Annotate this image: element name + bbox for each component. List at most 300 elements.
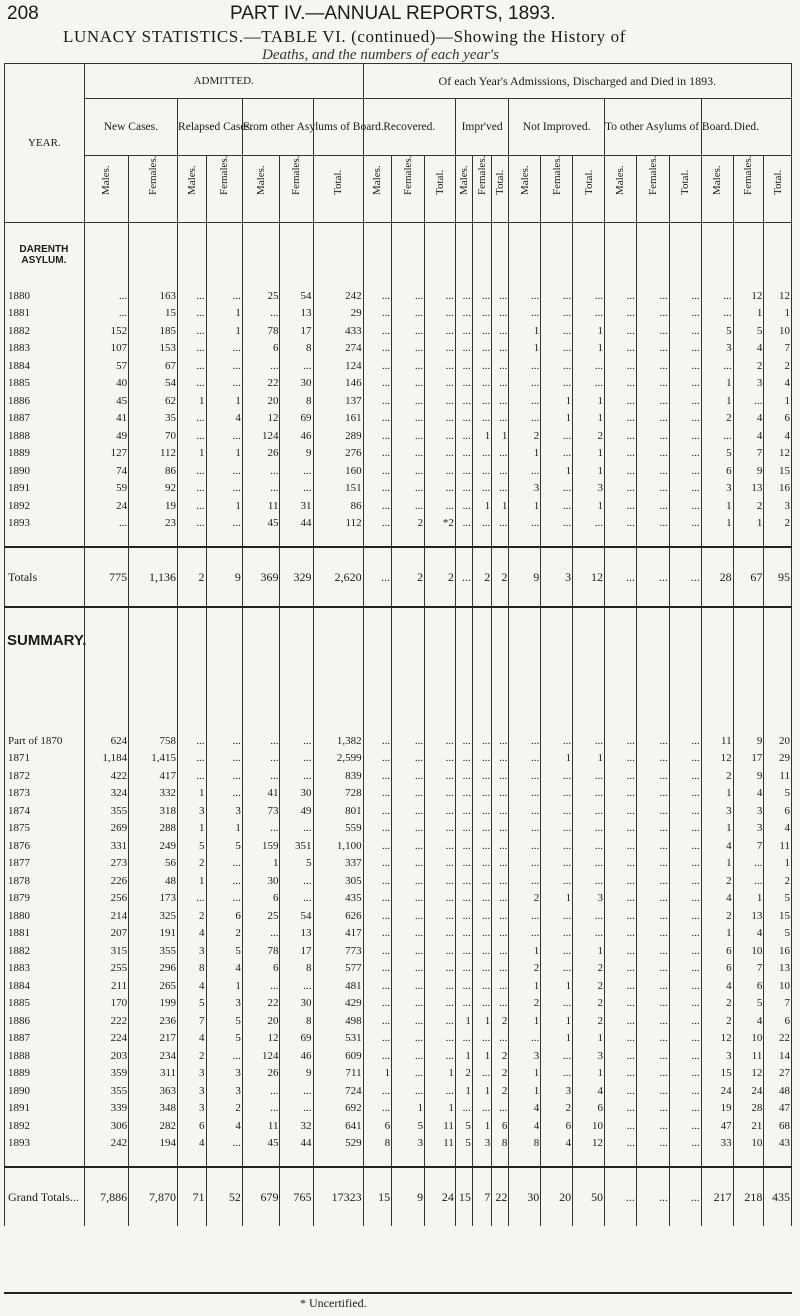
row-year: 1885 xyxy=(5,375,85,393)
table-cell: ... xyxy=(425,322,456,340)
table-cell: ... xyxy=(604,1135,636,1153)
table-row xyxy=(5,732,792,750)
table-cell: ... xyxy=(636,357,669,375)
table-cell: 4 xyxy=(206,410,242,428)
table-cell: 49 xyxy=(84,427,128,445)
table-cell: 1 xyxy=(764,855,792,873)
table-cell: ... xyxy=(472,767,491,785)
table-cell: 1 xyxy=(573,392,605,410)
table-cell: 41 xyxy=(242,785,280,803)
table-cell: 170 xyxy=(84,995,128,1013)
table-cell: 422 xyxy=(84,767,128,785)
table-cell: ... xyxy=(541,732,573,750)
table-cell: ... xyxy=(472,357,491,375)
table-cell: ... xyxy=(604,732,636,750)
table-cell: ... xyxy=(636,855,669,873)
table-cell: 107 xyxy=(84,340,128,358)
table-cell: ... xyxy=(636,427,669,445)
totals-cell: 9 xyxy=(509,547,541,607)
totals-cell: 7,870 xyxy=(129,1167,178,1226)
table-cell: ... xyxy=(472,820,491,838)
table-cell: ... xyxy=(492,480,509,498)
totals-cell: ... xyxy=(669,547,701,607)
table-cell: ... xyxy=(604,837,636,855)
table-cell: 17 xyxy=(733,750,764,768)
table-cell: ... xyxy=(425,445,456,463)
table-cell: ... xyxy=(492,392,509,410)
table-cell: ... xyxy=(472,995,491,1013)
row-year: 1880 xyxy=(5,287,85,305)
table-cell: ... xyxy=(363,732,391,750)
table-cell: 8 xyxy=(509,1135,541,1153)
table-cell: ... xyxy=(669,890,701,908)
table-cell: ... xyxy=(392,375,425,393)
table-cell: ... xyxy=(178,410,206,428)
table-cell: 1 xyxy=(472,1047,491,1065)
table-cell: ... xyxy=(636,410,669,428)
table-cell: ... xyxy=(669,1100,701,1118)
table-cell: 1 xyxy=(573,1065,605,1083)
table-cell: 348 xyxy=(129,1100,178,1118)
table-cell: ... xyxy=(280,977,313,995)
table-cell: 48 xyxy=(764,1082,792,1100)
to-other-header: To other Asylums of Board. xyxy=(604,99,701,156)
table-cell: ... xyxy=(492,340,509,358)
table-cell: ... xyxy=(392,340,425,358)
table-cell: ... xyxy=(669,942,701,960)
table-cell: 11 xyxy=(242,1117,280,1135)
row-year: 1878 xyxy=(5,872,85,890)
table-cell: ... xyxy=(472,977,491,995)
table-row xyxy=(5,785,792,803)
table-cell: 17 xyxy=(280,942,313,960)
table-cell: ... xyxy=(392,462,425,480)
table-cell: ... xyxy=(280,872,313,890)
table-cell: 3 xyxy=(733,820,764,838)
table-cell: 211 xyxy=(84,977,128,995)
row-year: 1876 xyxy=(5,837,85,855)
table-cell: ... xyxy=(206,1047,242,1065)
table-cell: 6 xyxy=(573,1100,605,1118)
table-cell: ... xyxy=(363,427,391,445)
table-cell: ... xyxy=(541,942,573,960)
table-cell: 13 xyxy=(764,960,792,978)
table-cell: ... xyxy=(472,750,491,768)
table-cell: 17 xyxy=(280,322,313,340)
table-cell: 10 xyxy=(733,1135,764,1153)
table-cell: ... xyxy=(206,287,242,305)
table-cell: 7 xyxy=(178,1012,206,1030)
table-cell: ... xyxy=(604,410,636,428)
table-cell: ... xyxy=(541,837,573,855)
table-cell: 2 xyxy=(178,907,206,925)
row-year: 1891 xyxy=(5,1100,85,1118)
table-cell: ... xyxy=(509,925,541,943)
table-cell: 3 xyxy=(178,942,206,960)
table-cell: ... xyxy=(455,855,472,873)
table-cell: ... xyxy=(392,785,425,803)
table-cell: ... xyxy=(392,287,425,305)
table-cell: ... xyxy=(363,305,391,323)
table-cell: 12 xyxy=(701,750,733,768)
table-cell: 21 xyxy=(733,1117,764,1135)
table-cell: 2,599 xyxy=(313,750,363,768)
table-cell: 6 xyxy=(701,942,733,960)
table-cell: ... xyxy=(472,837,491,855)
table-cell: 28 xyxy=(733,1100,764,1118)
table-cell: ... xyxy=(455,410,472,428)
table-cell: ... xyxy=(669,960,701,978)
table-cell: 22 xyxy=(242,375,280,393)
table-cell: 19 xyxy=(129,497,178,515)
table-cell: ... xyxy=(455,977,472,995)
table-cell: ... xyxy=(280,1100,313,1118)
table-cell: ... xyxy=(363,462,391,480)
table-cell: ... xyxy=(636,445,669,463)
table-cell: ... xyxy=(363,750,391,768)
totals-cell: ... xyxy=(363,547,391,607)
total-subheader: Total. xyxy=(669,156,701,223)
table-row xyxy=(5,322,792,340)
totals-cell: 2 xyxy=(425,547,456,607)
table-cell: 417 xyxy=(129,767,178,785)
from-other-header: From other Asylums of Board. xyxy=(242,99,313,156)
table-cell: ... xyxy=(363,497,391,515)
table-cell: ... xyxy=(455,872,472,890)
totals-cell: 24 xyxy=(425,1167,456,1226)
table-cell: 1 xyxy=(764,305,792,323)
table-cell: ... xyxy=(509,1030,541,1048)
table-cell: ... xyxy=(455,732,472,750)
table-cell: 1 xyxy=(425,1100,456,1118)
total-subheader: Total. xyxy=(313,156,363,223)
table-cell: ... xyxy=(604,305,636,323)
table-cell: ... xyxy=(492,785,509,803)
row-year: 1893 xyxy=(5,1135,85,1153)
table-cell: ... xyxy=(392,820,425,838)
table-cell: ... xyxy=(392,750,425,768)
table-cell: 1 xyxy=(541,462,573,480)
table-cell: ... xyxy=(492,1100,509,1118)
table-row xyxy=(5,340,792,358)
table-cell: 724 xyxy=(313,1082,363,1100)
totals-cell: 2 xyxy=(178,547,206,607)
table-cell: 1 xyxy=(573,497,605,515)
table-cell: 5 xyxy=(206,942,242,960)
table-cell: 46 xyxy=(280,1047,313,1065)
table-cell: 1,415 xyxy=(129,750,178,768)
table-cell: 22 xyxy=(764,1030,792,1048)
table-cell: 609 xyxy=(313,1047,363,1065)
table-row xyxy=(5,1065,792,1083)
table-cell: ... xyxy=(604,1030,636,1048)
table-cell: 124 xyxy=(313,357,363,375)
table-row xyxy=(5,820,792,838)
table-cell: 273 xyxy=(84,855,128,873)
totals-cell: 20 xyxy=(541,1167,573,1226)
table-cell: ... xyxy=(425,392,456,410)
table-cell: 2 xyxy=(492,1082,509,1100)
table-cell: ... xyxy=(363,287,391,305)
table-cell: ... xyxy=(363,340,391,358)
row-year: 1884 xyxy=(5,977,85,995)
discharged-died-header: Of each Year's Admissions, Discharged and Died in 1893. xyxy=(363,64,791,99)
table-cell: 1 xyxy=(425,1065,456,1083)
table-cell: ... xyxy=(733,872,764,890)
table-cell: ... xyxy=(425,340,456,358)
table-cell: 10 xyxy=(573,1117,605,1135)
table-cell: ... xyxy=(425,1012,456,1030)
row-year: 1883 xyxy=(5,960,85,978)
table-cell: ... xyxy=(604,960,636,978)
table-cell: 3 xyxy=(701,1047,733,1065)
table-cell: ... xyxy=(604,340,636,358)
table-cell: ... xyxy=(242,750,280,768)
table-cell: ... xyxy=(573,375,605,393)
table-cell: ... xyxy=(604,767,636,785)
table-cell: 92 xyxy=(129,480,178,498)
table-cell: 70 xyxy=(129,427,178,445)
table-cell: 5 xyxy=(733,322,764,340)
table-cell: ... xyxy=(492,820,509,838)
table-cell: 2 xyxy=(509,890,541,908)
table-cell: 3 xyxy=(701,340,733,358)
table-cell: 54 xyxy=(280,907,313,925)
females-subheader: Females. xyxy=(636,156,669,223)
table-cell: 45 xyxy=(242,515,280,533)
table-cell: ... xyxy=(604,802,636,820)
row-year: Part of 1870 xyxy=(5,732,85,750)
row-year: 1887 xyxy=(5,410,85,428)
table-cell: ... xyxy=(242,1082,280,1100)
table-cell: ... xyxy=(541,907,573,925)
table-cell: ... xyxy=(363,1012,391,1030)
table-cell: ... xyxy=(242,1100,280,1118)
table-cell: 337 xyxy=(313,855,363,873)
table-cell: ... xyxy=(472,515,491,533)
table-cell: ... xyxy=(472,1030,491,1048)
table-cell: 8 xyxy=(280,1012,313,1030)
table-cell: 1 xyxy=(573,445,605,463)
running-title: PART IV.—ANNUAL REPORTS, 1893. xyxy=(230,3,556,24)
table-cell: 25 xyxy=(242,287,280,305)
row-year: 1882 xyxy=(5,942,85,960)
table-cell: ... xyxy=(280,480,313,498)
table-cell: ... xyxy=(206,872,242,890)
totals-cell: 679 xyxy=(242,1167,280,1226)
row-year: 1892 xyxy=(5,497,85,515)
table-cell: ... xyxy=(636,872,669,890)
table-cell: 6 xyxy=(492,1117,509,1135)
table-cell: ... xyxy=(206,375,242,393)
table-cell: 3 xyxy=(541,1082,573,1100)
table-cell: 1 xyxy=(455,1047,472,1065)
section-title: SUMMARY. xyxy=(5,607,85,672)
table-cell: 6 xyxy=(242,340,280,358)
table-cell: ... xyxy=(733,855,764,873)
table-cell: ... xyxy=(392,1012,425,1030)
table-cell: ... xyxy=(363,837,391,855)
table-cell: ... xyxy=(392,357,425,375)
table-cell: 1 xyxy=(455,1082,472,1100)
table-cell: ... xyxy=(669,872,701,890)
table-cell: ... xyxy=(604,357,636,375)
table-cell: ... xyxy=(455,445,472,463)
table-cell: ... xyxy=(573,515,605,533)
table-cell: ... xyxy=(206,427,242,445)
new-cases-header: New Cases. xyxy=(84,99,177,156)
table-cell: 3 xyxy=(509,1047,541,1065)
table-cell: 2 xyxy=(455,1065,472,1083)
table-cell: ... xyxy=(472,410,491,428)
table-cell: ... xyxy=(509,357,541,375)
table-cell: 242 xyxy=(84,1135,128,1153)
table-cell: 137 xyxy=(313,392,363,410)
totals-cell: 3 xyxy=(541,547,573,607)
table-cell: ... xyxy=(636,1117,669,1135)
table-cell: ... xyxy=(455,785,472,803)
table-cell: 6 xyxy=(242,960,280,978)
table-cell: 2 xyxy=(573,977,605,995)
totals-row xyxy=(5,1167,792,1226)
table-cell: 1 xyxy=(701,515,733,533)
table-cell: ... xyxy=(669,497,701,515)
table-cell: ... xyxy=(280,357,313,375)
table-cell: 4 xyxy=(733,785,764,803)
table-cell: 24 xyxy=(733,1082,764,1100)
totals-cell: 369 xyxy=(242,547,280,607)
table-cell: ... xyxy=(701,427,733,445)
table-cell: 3 xyxy=(573,1047,605,1065)
table-cell: 5 xyxy=(764,890,792,908)
table-cell: ... xyxy=(472,872,491,890)
table-cell: 185 xyxy=(129,322,178,340)
table-cell: ... xyxy=(425,375,456,393)
table-cell: ... xyxy=(509,375,541,393)
table-cell: ... xyxy=(636,1012,669,1030)
table-cell: 9 xyxy=(733,732,764,750)
table-cell: ... xyxy=(669,837,701,855)
table-cell: 14 xyxy=(764,1047,792,1065)
table-cell: ... xyxy=(472,1065,491,1083)
table-cell: 124 xyxy=(242,1047,280,1065)
lunacy-table xyxy=(4,63,792,1226)
table-cell: 498 xyxy=(313,1012,363,1030)
table-cell: 11 xyxy=(242,497,280,515)
table-cell: 758 xyxy=(129,732,178,750)
table-cell: ... xyxy=(455,960,472,978)
table-cell: 4 xyxy=(509,1117,541,1135)
table-cell: ... xyxy=(492,890,509,908)
table-cell: ... xyxy=(392,907,425,925)
table-cell: ... xyxy=(363,445,391,463)
table-row xyxy=(5,497,792,515)
table-cell: ... xyxy=(425,287,456,305)
table-cell: 2 xyxy=(206,925,242,943)
table-cell: ... xyxy=(178,375,206,393)
table-cell: ... xyxy=(363,942,391,960)
totals-cell: 12 xyxy=(573,547,605,607)
table-cell: ... xyxy=(492,1030,509,1048)
table-cell: ... xyxy=(455,837,472,855)
table-cell: ... xyxy=(604,322,636,340)
table-cell: ... xyxy=(604,1100,636,1118)
table-cell: 1 xyxy=(472,1082,491,1100)
table-cell: ... xyxy=(425,837,456,855)
table-cell: 5 xyxy=(206,1030,242,1048)
table-cell: ... xyxy=(636,820,669,838)
table-cell: 1,100 xyxy=(313,837,363,855)
table-cell: ... xyxy=(492,322,509,340)
table-cell: 69 xyxy=(280,410,313,428)
table-cell: 1 xyxy=(509,1012,541,1030)
table-cell: ... xyxy=(455,1030,472,1048)
row-year: 1871 xyxy=(5,750,85,768)
table-cell: 19 xyxy=(701,1100,733,1118)
table-cell: 249 xyxy=(129,837,178,855)
table-cell: ... xyxy=(455,287,472,305)
table-cell: 12 xyxy=(733,1065,764,1083)
table-cell: 1 xyxy=(701,925,733,943)
table-cell: 1 xyxy=(472,497,491,515)
table-cell: 151 xyxy=(313,480,363,498)
table-cell: ... xyxy=(425,750,456,768)
table-cell: ... xyxy=(392,872,425,890)
totals-cell: ... xyxy=(455,547,472,607)
table-cell: 16 xyxy=(764,942,792,960)
table-row xyxy=(5,462,792,480)
table-cell: 4 xyxy=(178,1135,206,1153)
table-cell: 30 xyxy=(280,785,313,803)
table-cell: ... xyxy=(492,942,509,960)
table-cell: 4 xyxy=(733,410,764,428)
table-cell: ... xyxy=(280,462,313,480)
table-cell: ... xyxy=(425,1030,456,1048)
totals-cell: ... xyxy=(636,547,669,607)
table-cell: 296 xyxy=(129,960,178,978)
table-cell: ... xyxy=(363,322,391,340)
table-cell: 62 xyxy=(129,392,178,410)
table-cell: ... xyxy=(604,890,636,908)
table-row xyxy=(5,890,792,908)
table-cell: 47 xyxy=(701,1117,733,1135)
table-cell: ... xyxy=(636,515,669,533)
table-cell: 12 xyxy=(701,1030,733,1048)
table-row xyxy=(5,802,792,820)
table-cell: ... xyxy=(604,785,636,803)
table-cell: 3 xyxy=(472,1135,491,1153)
table-cell: 4 xyxy=(509,1100,541,1118)
table-cell: ... xyxy=(509,872,541,890)
table-cell: 1 xyxy=(178,445,206,463)
table-cell: ... xyxy=(455,515,472,533)
totals-cell: 7,886 xyxy=(84,1167,128,1226)
table-cell: 59 xyxy=(84,480,128,498)
table-cell: ... xyxy=(604,427,636,445)
table-cell: ... xyxy=(509,767,541,785)
table-cell: 86 xyxy=(313,497,363,515)
table-cell: ... xyxy=(669,767,701,785)
table-cell: ... xyxy=(425,357,456,375)
table-cell: ... xyxy=(509,462,541,480)
table-cell: 4 xyxy=(764,375,792,393)
table-cell: 234 xyxy=(129,1047,178,1065)
table-cell: ... xyxy=(492,767,509,785)
table-row xyxy=(5,445,792,463)
table-cell: ... xyxy=(363,1030,391,1048)
totals-cell: ... xyxy=(604,547,636,607)
table-cell: ... xyxy=(242,480,280,498)
